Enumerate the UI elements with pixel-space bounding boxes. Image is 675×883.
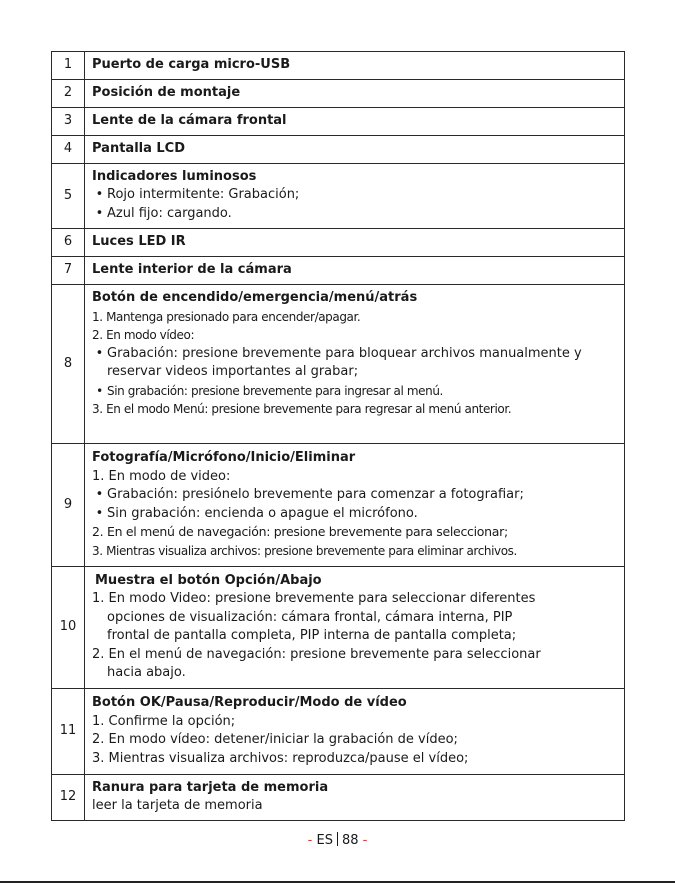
- bullet-line: • Rojo intermitente: Grabación;: [92, 186, 618, 205]
- row-description: [85, 164, 625, 229]
- row-title-cell: [85, 108, 625, 136]
- row-title: Puerto de carga micro-USB: [92, 56, 291, 72]
- row-number: 3: [52, 108, 85, 136]
- footer-language: ES: [316, 833, 333, 848]
- row-title: Muestra el botón Opción/Abajo: [95, 572, 322, 588]
- text-line: 3. Mientras visualiza archivos: presione brevemente para eliminar archivos.: [92, 543, 517, 558]
- table-row: [52, 444, 625, 567]
- row-title: Botón de encendido/emergencia/menú/atrás: [92, 290, 418, 305]
- row-number: 9: [52, 444, 85, 567]
- row-title-cell: [85, 257, 625, 285]
- row-description: [85, 775, 625, 821]
- row-description: [85, 444, 625, 567]
- table-row: [52, 108, 625, 136]
- text-line: 1. Confirme la opción;: [92, 713, 236, 729]
- text-line: hacia abajo.: [107, 665, 186, 680]
- row-title: Botón OK/Pausa/Reproducir/Modo de vídeo: [92, 695, 407, 710]
- table-row: [52, 257, 625, 285]
- row-title: Ranura para tarjeta de memoria: [92, 779, 329, 795]
- bullet-line: • Grabación: presione brevemente para bloquear archivos manualmente y reservar videos importantes al grabar;: [92, 345, 618, 382]
- table-row: [52, 164, 625, 229]
- table-row: [52, 285, 625, 444]
- row-title-cell: [85, 229, 625, 257]
- row-number: 7: [52, 257, 85, 285]
- table-row: [52, 775, 625, 821]
- bullet-line: • Grabación: presiónelo brevemente para comenzar a fotografiar;: [92, 486, 618, 505]
- row-title-cell: [85, 80, 625, 108]
- table-row: [52, 229, 625, 257]
- page-footer: [0, 832, 675, 848]
- row-number: 8: [52, 285, 85, 444]
- text-line: 1. Mantenga presionado para encender/apagar.: [92, 309, 361, 324]
- footer-dash: -: [307, 833, 313, 848]
- text-line: leer la tarjeta de memoria: [92, 798, 263, 813]
- bullet-line: • Azul fijo: cargando.: [92, 205, 618, 224]
- text-line: frontal de pantalla completa, PIP interna de pantalla completa;: [107, 628, 517, 643]
- row-title: Lente de la cámara frontal: [92, 112, 287, 128]
- footer-divider: [337, 832, 338, 846]
- row-title: Luces LED IR: [92, 233, 186, 249]
- row-description: [85, 567, 625, 689]
- text-line: 1. En modo Video: presione brevemente para seleccionar diferentes: [92, 591, 536, 606]
- table-row: [52, 567, 625, 689]
- text-line: 1. En modo de video:: [92, 468, 231, 484]
- row-number: 4: [52, 136, 85, 164]
- table-row: [52, 689, 625, 775]
- row-number: 10: [52, 567, 85, 689]
- text-line: opciones de visualización: cámara frontal, cámara interna, PIP: [107, 609, 513, 625]
- text-line: 2. En modo vídeo:: [92, 328, 195, 342]
- row-number: 11: [52, 689, 85, 775]
- row-description: [85, 689, 625, 775]
- bullet-line: • Sin grabación: encienda o apague el micrófono.: [92, 505, 618, 524]
- text-line: 2. En el menú de navegación: presione brevemente para seleccionar;: [92, 524, 508, 539]
- table-row: [52, 80, 625, 108]
- row-number: 5: [52, 164, 85, 229]
- row-title: Lente interior de la cámara: [92, 261, 292, 277]
- row-number: 1: [52, 52, 85, 80]
- table-row: [52, 52, 625, 80]
- text-line: 2. En modo vídeo: detener/iniciar la grabación de vídeo;: [92, 732, 458, 747]
- row-title: Pantalla LCD: [92, 140, 186, 156]
- row-title: Indicadores luminosos: [92, 168, 257, 184]
- row-number: 6: [52, 229, 85, 257]
- text-line: 2. En el menú de navegación: presione brevemente para seleccionar: [92, 646, 541, 662]
- row-number: 2: [52, 80, 85, 108]
- row-title: Posición de montaje: [92, 84, 241, 100]
- bullet-line: • Sin grabación: presione brevemente para ingresar al menú.: [92, 382, 618, 401]
- footer-page-number: 88: [341, 833, 359, 848]
- row-title: Fotografía/Micrófono/Inicio/Eliminar: [92, 450, 356, 465]
- footer-dash: -: [362, 833, 368, 848]
- row-title-cell: [85, 52, 625, 80]
- specification-table: [51, 51, 625, 821]
- row-title-cell: [85, 136, 625, 164]
- text-line: 3. En el modo Menú: presione brevemente para regresar al menú anterior.: [92, 402, 512, 416]
- row-description: [85, 285, 625, 444]
- table-row: [52, 136, 625, 164]
- row-number: 12: [52, 775, 85, 821]
- text-line: 3. Mientras visualiza archivos: reproduzca/pause el vídeo;: [92, 750, 469, 766]
